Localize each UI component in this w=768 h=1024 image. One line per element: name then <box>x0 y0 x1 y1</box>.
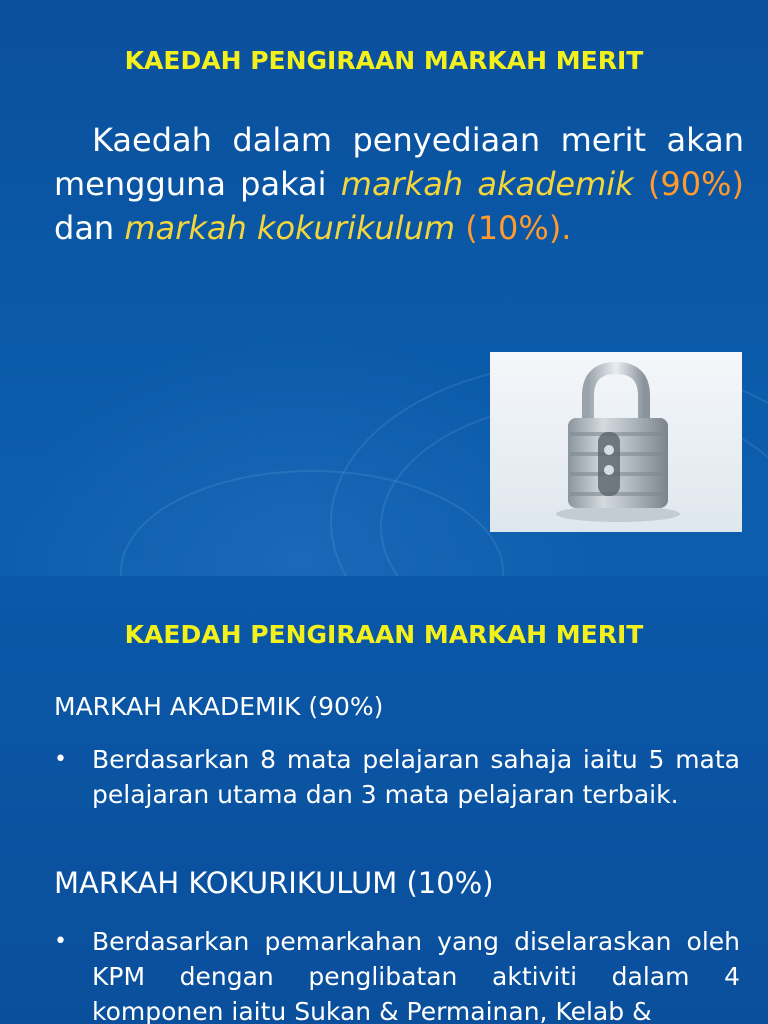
section-heading-kokurikulum: MARKAH KOKURIKULUM (10%) <box>54 866 494 900</box>
padlock-image <box>490 352 742 532</box>
slide-title: KAEDAH PENGIRAAN MARKAH MERIT <box>124 620 644 649</box>
dan-text: dan <box>54 209 125 247</box>
section-heading-akademik: MARKAH AKADEMIK (90%) <box>54 692 384 721</box>
markah-kokurikulum-text: markah kokurikulum <box>124 209 456 247</box>
intro-paragraph <box>54 118 744 250</box>
padlock-icon <box>490 352 742 532</box>
bullet-item-akademik <box>54 742 744 850</box>
markah-akademik-text: markah akademik <box>340 165 634 203</box>
slide-2 <box>0 576 768 1024</box>
bullet-item-kokurikulum <box>54 924 744 1024</box>
bullet-text-kokurikulum: Berdasarkan pemarkahan yang diselaraskan oleh KPM dengan penglibatan aktiviti dalam 4 komponen iaitu Sukan & Permainan, Kelab & <box>92 927 740 1024</box>
bullet-text-akademik: Berdasarkan 8 mata pelajaran sahaja iaitu 5 mata pelajaran utama dan 3 mata pelajaran terbaik. <box>92 745 740 809</box>
bullet-icon: • <box>54 929 67 954</box>
kokurikulum-percent: (10%). <box>465 209 572 247</box>
slide-title: KAEDAH PENGIRAAN MARKAH MERIT <box>124 46 644 75</box>
akademik-percent: (90%) <box>647 165 744 203</box>
bullet-icon: • <box>54 747 67 772</box>
intro-text: Kaedah dalam penyediaan merit akan mengguna pakai <box>54 121 744 203</box>
